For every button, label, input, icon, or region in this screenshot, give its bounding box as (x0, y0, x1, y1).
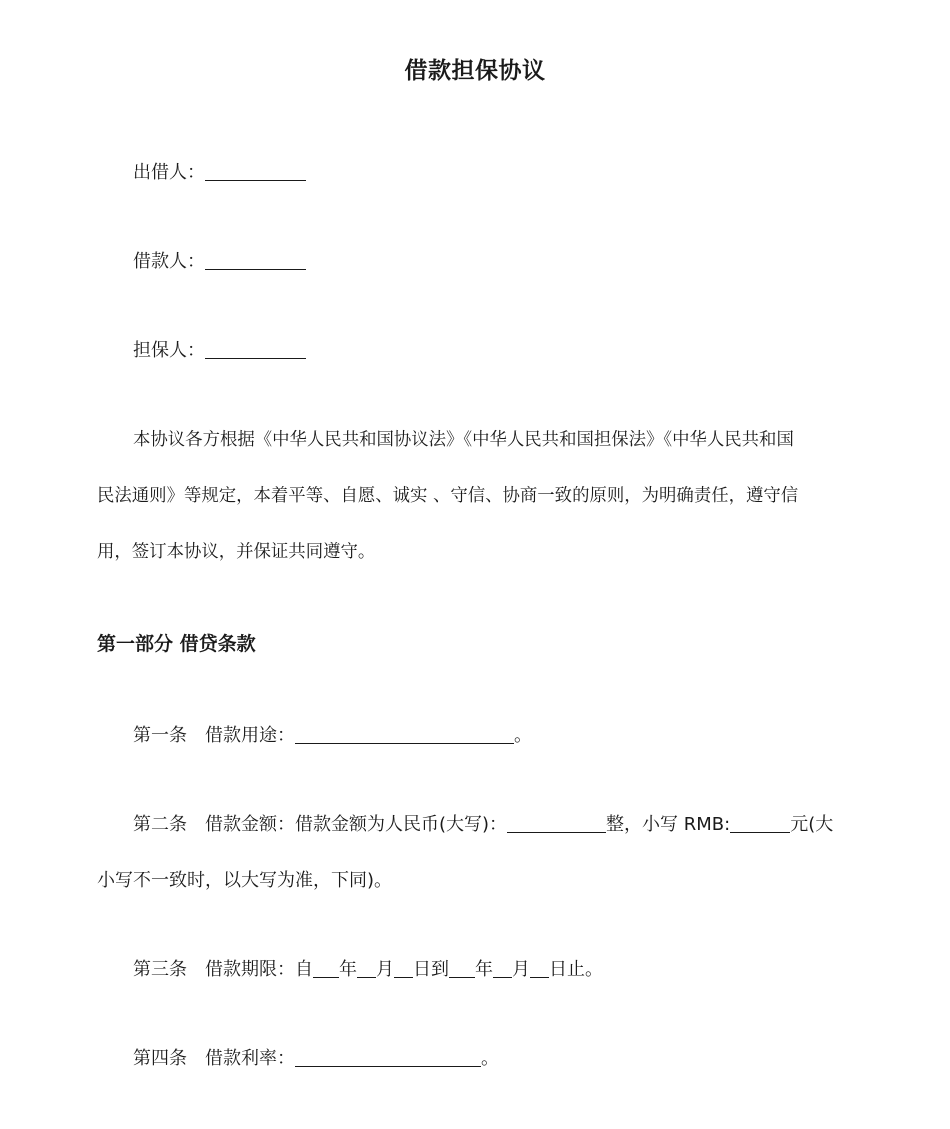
lender-line (133, 161, 306, 185)
article-2-line-2: 小写不一致时，以大写为准，下同)。 (97, 870, 393, 891)
purpose-blank[interactable] (295, 725, 514, 744)
lender-blank[interactable] (205, 162, 306, 181)
article-4-text: 借款利率： (205, 1048, 295, 1069)
year-label: 年 (339, 959, 357, 980)
amount-rmb-blank[interactable] (730, 814, 790, 833)
start-day-blank[interactable] (394, 959, 413, 978)
month-label: 月 (512, 959, 530, 980)
article-2 (133, 813, 833, 837)
article-2-text: 借款金额：借款金额为人民币(大写)： (205, 814, 508, 835)
interest-rate-blank[interactable] (295, 1048, 481, 1067)
guarantor-blank[interactable] (205, 340, 306, 359)
year-label: 年 (475, 959, 493, 980)
article-3 (133, 958, 603, 982)
start-year-blank[interactable] (313, 959, 339, 978)
preamble-line-3: 用，签订本协议，并保证共同遵守。 (97, 542, 376, 562)
end-month-blank[interactable] (493, 959, 512, 978)
guarantor-line (133, 339, 306, 363)
month-label: 月 (376, 959, 394, 980)
amount-uppercase-blank[interactable] (507, 814, 606, 833)
article-4-number: 第四条 (133, 1048, 187, 1069)
borrower-label: 借款人： (133, 251, 205, 272)
end-year-blank[interactable] (449, 959, 475, 978)
article-3-lead: 借款期限：自 (205, 959, 313, 980)
preamble-line-1: 本协议各方根据《中华人民共和国协议法》《中华人民共和国担保法》《中华人民共和国 (133, 430, 794, 450)
document-title: 借款担保协议 (404, 58, 546, 84)
article-1 (133, 724, 532, 748)
end-day-blank[interactable] (530, 959, 549, 978)
article-4-end: 。 (481, 1048, 499, 1069)
article-2-tail: 元(大 (790, 814, 834, 835)
article-2-number: 第二条 (133, 814, 187, 835)
day-to-label: 日到 (413, 959, 449, 980)
start-month-blank[interactable] (357, 959, 376, 978)
preamble-line-2: 民法通则》等规定，本着平等、自愿、诚实 、守信、协商一致的原则，为明确责任，遵守信 (97, 486, 799, 506)
lender-label: 出借人： (133, 162, 205, 183)
guarantor-label: 担保人： (133, 340, 205, 361)
day-end-label: 日止。 (549, 959, 603, 980)
article-1-text: 借款用途： (205, 725, 295, 746)
article-2-mid: 整，小写 RMB: (606, 814, 731, 835)
borrower-line (133, 250, 306, 274)
article-4 (133, 1047, 499, 1071)
section-heading: 第一部分 借贷条款 (97, 633, 256, 655)
article-1-number: 第一条 (133, 725, 187, 746)
article-1-end: 。 (514, 725, 532, 746)
borrower-blank[interactable] (205, 251, 306, 270)
article-3-number: 第三条 (133, 959, 187, 980)
